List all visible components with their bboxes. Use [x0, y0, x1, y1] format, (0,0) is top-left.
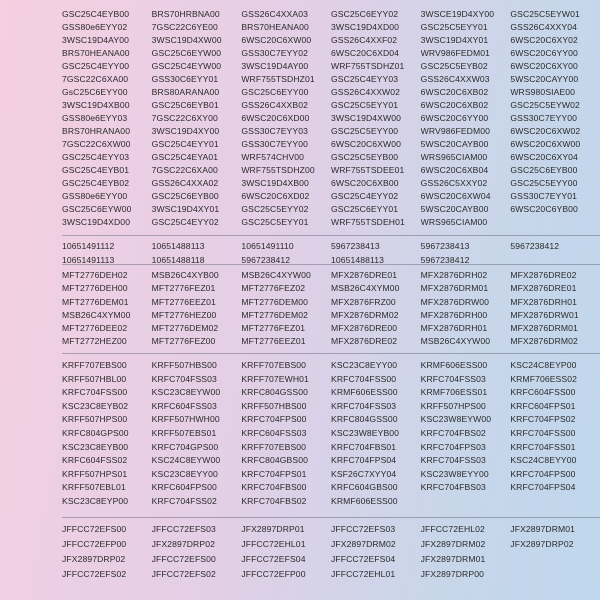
code-cell: MSB26C4XYM00	[330, 283, 400, 294]
code-cell: JFX2897DRP02	[151, 539, 215, 549]
code-cell: MFT2776FEZ00	[151, 336, 216, 347]
code-cell: GSC25C5EYY00	[330, 126, 399, 136]
code-cell: WRS980SIAE00	[510, 87, 576, 97]
code-cell	[510, 496, 600, 510]
code-cell: KRFF507HPS00	[420, 400, 486, 411]
code-cell: KRMF606ESS00	[330, 495, 398, 506]
code-cell: KRFC704FSS03	[420, 373, 486, 384]
code-cell: 7GSC22C6XA00	[62, 74, 129, 84]
divider	[62, 353, 600, 354]
code-cell: KRFC604FPS01	[510, 400, 576, 411]
code-cell: KRFC804GSS00	[241, 387, 308, 398]
code-cell: KRMF606ESS00	[420, 360, 488, 370]
code-cell: KSC23W8EYB00	[330, 427, 400, 438]
code-cell: GSC25C4EYY01	[151, 139, 219, 149]
code-cell: KRFC704FPS01	[241, 468, 307, 479]
divider	[62, 264, 600, 265]
code-cell: GSC25C6EYY01	[330, 204, 399, 214]
code-cell: KRFC704FSS00	[330, 373, 397, 384]
code-cell: GSC25C5EYY01	[330, 100, 399, 110]
code-cell: WRS965CIAM00	[420, 217, 488, 227]
code-cell: KRFC704FBS03	[420, 482, 486, 493]
code-cell: 5967238412	[420, 255, 470, 265]
code-cell: KRFC604FSS00	[510, 387, 576, 398]
code-cell: 3WSC19D4XD00	[62, 217, 131, 227]
code-cell: GSC25C4EYY03	[330, 74, 399, 84]
code-cell: KSC23C8EYB00	[62, 441, 129, 452]
code-cell: 7GSC22C6YE00	[151, 22, 218, 32]
code-cell: 5967238413	[330, 241, 380, 251]
code-cell: KRFC704FPS04	[510, 482, 576, 493]
code-cell: BRS70HEANA00	[62, 48, 130, 58]
code-cell: GSS26C4XXF02	[330, 35, 398, 45]
code-cell: GSC25C5EYB02	[420, 61, 488, 71]
code-cell: MFT2776HEZ00	[151, 309, 217, 320]
code-cell: 3WSC19D4XW00	[151, 35, 222, 45]
code-cell: GSS26C4XXB02	[241, 100, 308, 110]
code-cell: GSC25C5EYB00	[330, 152, 399, 162]
code-cell: KRFC704FPS04	[330, 455, 397, 466]
code-cell: 6WSC20C6XW04	[420, 191, 491, 201]
code-cell: MFT2776EEZ01	[151, 296, 216, 307]
code-cell: GSC25C6EYB00	[151, 191, 219, 201]
code-cell: GsC25C6EYY00	[62, 87, 128, 97]
code-cell: WRF755TSDHZ01	[330, 61, 405, 71]
code-cell: 3WSC19D4XY01	[151, 204, 220, 214]
code-cell: MFX2876DRM02	[330, 309, 399, 320]
code-cell: GSC25C6EYY02	[330, 9, 399, 19]
code-cell: GSC25C4EYB02	[62, 178, 130, 188]
code-cell: JFFCC72EFP00	[241, 569, 306, 579]
code-cell: 3WSC19D4XD00	[330, 22, 400, 32]
code-cell: JFFCC72EFS04	[330, 554, 396, 564]
code-cell: KRFF507EBS01	[151, 427, 217, 438]
code-cell: 6WSC20C6XY02	[510, 35, 578, 45]
code-cell: 3WSC19D4XW00	[330, 113, 401, 123]
code-cell: 10651488113	[330, 255, 385, 265]
code-cell: 10651491112	[62, 241, 115, 251]
code-cell: MFX2876DRH02	[420, 270, 488, 280]
code-cell: KRFF507HPS00	[62, 414, 128, 425]
code-cell: GSC25C5EYY01	[420, 22, 488, 32]
code-cell: JFFCC72EFS03	[151, 524, 216, 534]
code-cell: GSC25C4EYY02	[330, 191, 399, 201]
code-cell: KRFC704GPS00	[151, 441, 219, 452]
code-cell: KRFF507HWH00	[151, 414, 220, 425]
code-cell: KSC23W8EYY00	[420, 468, 489, 479]
code-cell: MFT2776DEH00	[62, 283, 128, 294]
code-cell: 6WSC20C6YY00	[420, 113, 489, 123]
section-mft-codes	[62, 270, 600, 363]
code-cell: MFX2876DRM02	[510, 336, 578, 347]
code-cell: KRFC604GBS00	[330, 482, 398, 493]
code-cell: GSS80e6EYY00	[62, 191, 128, 201]
code-cell: MSB26C4XYW00	[241, 270, 311, 280]
code-cell: 5WSC20CAYB00	[420, 204, 489, 214]
code-cell: KRFF707EBS00	[62, 360, 127, 370]
code-cell: 6WSC20C6XW02	[510, 126, 581, 136]
code-cell: 5967238413	[420, 241, 470, 251]
code-cell: GSC25C4EYB00	[62, 9, 130, 19]
code-cell: MFX2876DRE01	[330, 270, 398, 280]
code-cell: 5WSC20CAYB00	[420, 139, 489, 149]
code-cell: MFX2876DRM01	[420, 283, 489, 294]
code-cell: KRFC704FBS02	[241, 495, 307, 506]
code-cell: 6WSC20C6XW00	[330, 139, 401, 149]
code-cell: 6WSC20C6XD00	[241, 113, 310, 123]
code-cell: KRFC604FSS03	[241, 427, 307, 438]
code-cell: MFT2776DEE02	[62, 323, 128, 334]
code-cell	[510, 569, 600, 584]
code-cell: JFX2897DRM02	[420, 539, 486, 549]
code-cell: 3WSC19D4XB00	[241, 178, 309, 188]
code-cell: 6WSC20C6XW00	[510, 139, 581, 149]
code-cell: GSS80e6EYY03	[62, 113, 128, 123]
code-cell: GSS30C6EYY01	[151, 74, 219, 84]
code-cell: BRS70HRBNA00	[151, 9, 220, 19]
code-cell: KRFC704FBS02	[420, 427, 486, 438]
code-cell: GSC25C6EYB01	[151, 100, 219, 110]
code-cell: MSB26C4XYW00	[420, 336, 491, 347]
code-cell: JFFCC72EFS00	[62, 524, 127, 534]
code-cell: 3WSCE19D4XY00	[420, 9, 495, 19]
code-cell: GSS26C4XXW03	[420, 74, 490, 84]
code-cell: 10651488118	[151, 255, 205, 265]
code-cell: MSB26C4XYM00	[62, 309, 131, 320]
code-cell: MFT2776FEZ01	[151, 283, 216, 294]
code-cell: MFT2772HEZ00	[62, 336, 127, 347]
code-cell: JFFCC72EFS04	[241, 554, 306, 564]
code-cell: GSS80e6EYY02	[62, 22, 128, 32]
code-cell: MFX2876DRH00	[420, 309, 488, 320]
code-cell: GSC25C5EYY01	[241, 217, 309, 227]
code-cell: MFX2876DRM01	[510, 323, 578, 334]
code-cell: KSF26C7XYY04	[330, 468, 397, 479]
code-cell: MSB26C4XYB00	[151, 270, 219, 280]
code-cell: 3WSC19D4XB00	[62, 100, 130, 110]
code-cell: JFX2897DRM02	[330, 539, 396, 549]
code-cell: GSC25C4EYY02	[151, 217, 219, 227]
code-cell: KSC23C8EYY00	[151, 468, 218, 479]
code-cell: KRFC704FPS03	[420, 441, 486, 452]
code-cell: GSC25C5EYY02	[241, 204, 309, 214]
code-cell: GSC25C6EYW00	[62, 204, 132, 214]
code-cell: 5WSC20CAYY00	[510, 74, 579, 84]
code-cell: KRMF606ESS00	[330, 387, 398, 398]
code-cell: KSC24C8EYW00	[151, 455, 221, 466]
code-cell: JFX2897DRP00	[420, 569, 484, 579]
code-cell: KRFC704FSS00	[510, 427, 576, 438]
code-cell: MFT2776FEZ01	[241, 323, 306, 334]
code-cell: KRFF507EBL01	[62, 482, 126, 493]
code-cell: GSS26C4XXA03	[241, 9, 308, 19]
code-cell: GSC25C4EYY03	[62, 152, 130, 162]
code-cell: 10651491113	[62, 255, 115, 265]
section-krff-codes	[62, 360, 600, 510]
code-cell: 6WSC20C6XY04	[510, 152, 578, 162]
code-cell: MFX2876DRW00	[420, 296, 490, 307]
code-cell: MFX2876DRE02	[510, 270, 577, 280]
code-cell: GSS26C4XXW02	[330, 87, 401, 97]
code-cell: KRFC704FSS03	[151, 373, 217, 384]
code-cell: GSC25C4EYY00	[62, 61, 130, 71]
code-cell: 3WSC19D4XY01	[420, 35, 489, 45]
code-cell: KRFC604FPS00	[151, 482, 217, 493]
code-cell: MFX2876DRE00	[330, 323, 398, 334]
code-cell: JFFCC72EHL01	[241, 539, 306, 549]
code-cell: KRFC804GSS00	[330, 414, 398, 425]
code-cell: GSC25C4EYA01	[151, 152, 219, 162]
code-cell: MFT2776DEM02	[241, 309, 308, 320]
code-cell: JFX2897DRP02	[510, 539, 574, 549]
code-cell: KRFF707EWH01	[241, 373, 309, 384]
code-cell: MFX2876DRE02	[330, 336, 398, 347]
code-cell: 3WSC19D4AY00	[62, 35, 129, 45]
code-cell: MFX2876DRH01	[510, 296, 577, 307]
code-cell: GSS26C4XXA02	[151, 178, 219, 188]
code-cell: JFFCC72EFS03	[330, 524, 396, 534]
code-cell: KRFF707EBS00	[241, 360, 307, 370]
code-cell: 6WSC20C6XY00	[510, 61, 578, 71]
code-cell: JFFCC72EHL02	[420, 524, 485, 534]
code-cell: MFT2776EEZ01	[241, 336, 306, 347]
code-cell: WRV986FEDM01	[420, 48, 490, 58]
code-cell: KRFF507HBS00	[241, 400, 307, 411]
code-cell: 10651488113	[151, 241, 205, 251]
code-cell: KRFC704FPS02	[510, 414, 576, 425]
code-cell: KRFC704FSS01	[510, 441, 576, 452]
code-cell: MFX2876FRZ00	[330, 296, 396, 307]
divider	[62, 517, 600, 518]
code-cell: JFX2897DRP02	[62, 554, 126, 564]
code-cell: KRFC704FBS01	[330, 441, 397, 452]
code-cell: KRFC704FSS02	[151, 495, 217, 506]
code-cell	[510, 554, 600, 569]
code-cell: GSS30C7EYY00	[510, 113, 577, 123]
code-cell: KRFC604FSS03	[151, 400, 217, 411]
code-cell: 6WSC20C6XB02	[420, 87, 489, 97]
code-cell: GSS30C7EYY03	[241, 126, 308, 136]
code-cell: BRS80ARANA00	[151, 87, 220, 97]
code-cell: GSC25C5EYY00	[510, 178, 578, 188]
code-cell: JFX2897DRM01	[510, 524, 576, 534]
code-cell: BRS70HRANA00	[62, 126, 131, 136]
code-cell: JFX2897DRP01	[241, 524, 305, 534]
code-cell: MFT2776DEH02	[62, 270, 128, 280]
code-cell: GSC25C5EYW01	[510, 9, 580, 19]
code-cell: 7GSC22C6XA00	[151, 165, 218, 175]
code-cell: WRV986FEDM00	[420, 126, 490, 136]
code-cell: KRFC604FSS02	[62, 455, 128, 466]
code-cell: KRFC804GPS00	[62, 427, 129, 438]
code-cell: BRS70HEANA00	[241, 22, 309, 32]
code-cell: MFX2876DRE01	[510, 283, 577, 294]
code-cell: JFFCC72EFP00	[62, 539, 127, 549]
code-cell: 6WSC20C6XD04	[330, 48, 400, 58]
code-cell: KRFF507HBL00	[62, 373, 127, 384]
code-cell: 6WSC20C6XB02	[420, 100, 489, 110]
code-cell: 5967238412	[510, 241, 560, 251]
code-cell: 10651491110	[241, 241, 294, 251]
code-cell: GSC25C4EYW00	[151, 61, 222, 71]
code-cell: JFFCC72EFS00	[151, 554, 216, 564]
code-cell: WRF755TSDHZ01	[241, 74, 315, 84]
code-cell: GSS30C7EYY01	[510, 191, 577, 201]
code-cell: KRFC704FSS03	[330, 400, 397, 411]
code-cell: KSC23C8EYY00	[330, 360, 398, 370]
code-cell: KSC23C8EYP00	[62, 495, 129, 506]
code-cell: KSC24C8EYY00	[510, 455, 577, 466]
code-cell: MFT2776DEM01	[62, 296, 129, 307]
code-cell: MFT2776DEM02	[151, 323, 219, 334]
code-cell: 7GSC22C6XW00	[62, 139, 131, 149]
code-cell: KRFF507HBS00	[151, 360, 217, 370]
code-cell: KRFC704FPS00	[241, 414, 307, 425]
code-cell: WRF574CHV00	[241, 152, 305, 162]
code-cell: GSC25C6EYY00	[241, 87, 309, 97]
code-cell: GSS30C7EYY00	[241, 139, 308, 149]
code-cell: KSC23W8EYW00	[420, 414, 492, 425]
code-cell: GSC25C4EYB01	[62, 165, 130, 175]
code-cell: GSS26C5XXY02	[420, 178, 488, 188]
section-jffc-codes	[62, 524, 600, 584]
code-cell: JFFCC72EFS02	[62, 569, 127, 579]
code-cell: 6WSC20C6YY00	[510, 48, 578, 58]
code-cell: MFX2876DRH01	[420, 323, 488, 334]
code-cell: 6WSC20C6XB00	[330, 178, 399, 188]
code-cell: KSC24C8EYP00	[510, 360, 577, 370]
divider	[62, 235, 600, 236]
code-cell: KRFC704FPS00	[510, 468, 576, 479]
code-cell: KRFF507HPS01	[62, 468, 128, 479]
code-cell: WRF755TSDEH01	[330, 217, 405, 227]
code-cell: KRFC804GBS00	[241, 455, 308, 466]
code-cell: 3WSC19D4XY00	[151, 126, 220, 136]
code-cell: KRFF707EBS00	[241, 441, 307, 452]
code-cell: GSC25C6EYW00	[151, 48, 222, 58]
code-cell: GSC25C5EYW02	[510, 100, 580, 110]
code-cell: MFT2776FEZ02	[241, 283, 306, 294]
code-cell: MFX2876DRW01	[510, 309, 579, 320]
code-cell: MFT2776DEM00	[241, 296, 308, 307]
code-cell: KSC23C8EYB02	[62, 400, 129, 411]
code-cell: WRS965CIAM00	[420, 152, 488, 162]
code-cell: 6WSC20C6XB04	[420, 165, 489, 175]
code-cell: KRMF706ESS01	[420, 387, 488, 398]
section-gsc-codes	[62, 9, 600, 230]
code-cell	[510, 217, 600, 230]
code-cell: GSS26C4XXY04	[510, 22, 577, 32]
code-cell: 7GSC22C6XY00	[151, 113, 218, 123]
code-cell: 6WSC20C6XD02	[241, 191, 310, 201]
code-cell: KRFC704FSS00	[62, 387, 128, 398]
code-cell: 5967238412	[241, 255, 291, 265]
code-cell: JFX2897DRM01	[420, 554, 486, 564]
code-cell: KRMF706ESS02	[510, 373, 577, 384]
code-cell: 6WSC20C6YB00	[510, 204, 578, 214]
code-cell	[510, 255, 600, 269]
code-cell: 6WSC20C6XW00	[241, 35, 312, 45]
code-cell: GSS30C7EYY02	[241, 48, 308, 58]
code-cell: 3WSC19D4AY00	[241, 61, 309, 71]
code-cell: GSC25C6EYB00	[510, 165, 578, 175]
code-cell	[421, 496, 511, 510]
code-cell: JFFCC72EFS02	[151, 569, 216, 579]
code-cell: WRF755TSDHZ00	[241, 165, 315, 175]
code-cell: JFFCC72EHL01	[330, 569, 396, 579]
code-cell: KRFC704FBS00	[241, 482, 307, 493]
code-cell: KRFC704FSS03	[420, 455, 486, 466]
code-cell: KSC23C8EYW00	[151, 387, 221, 398]
code-cell: WRF755TSDEE01	[330, 165, 405, 175]
